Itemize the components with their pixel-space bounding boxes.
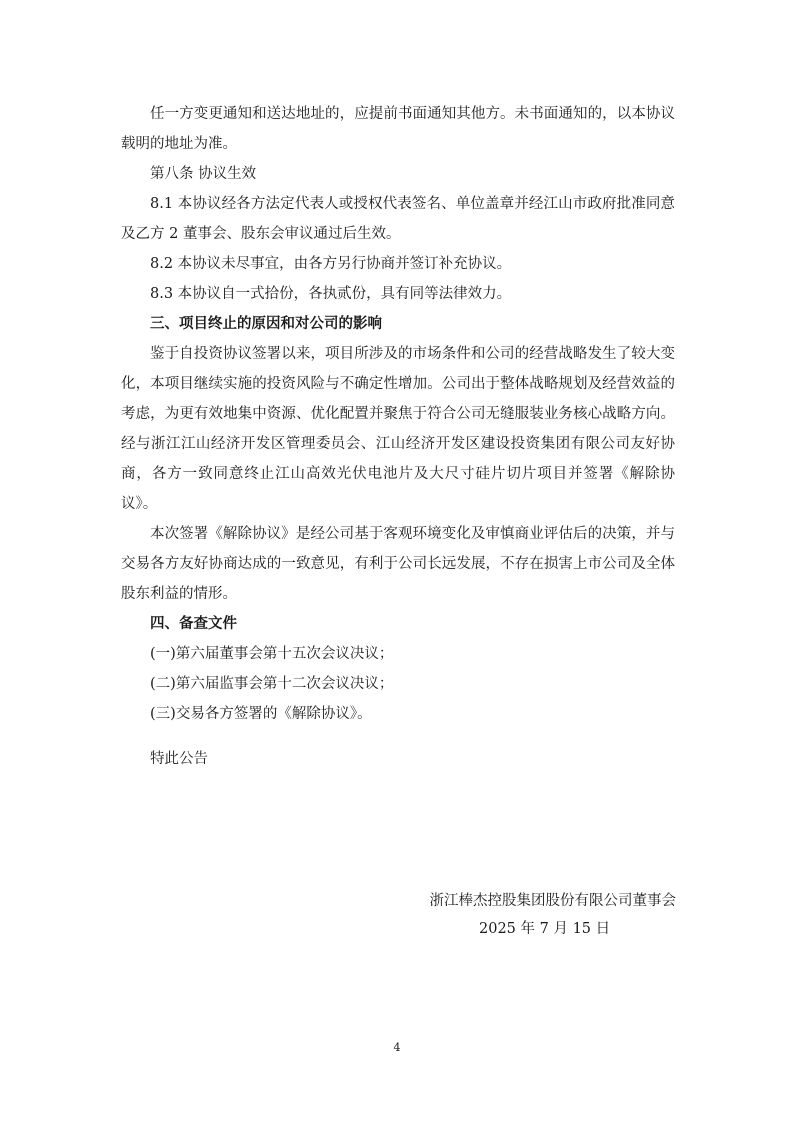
paragraph-notice-address: 任一方变更通知和送达地址的，应提前书面通知其他方。未书面通知的，以本协议载明的地址为准。 <box>121 106 675 152</box>
article-8-title: 第八条 协议生效 <box>150 166 257 182</box>
section-3-heading: 三、项目终止的原因和对公司的影响 <box>150 315 382 332</box>
reference-document-1: (一)第六届董事会第十五次会议决议； <box>150 646 394 662</box>
signature-date: 2025 年 7 月 15 日 <box>479 921 611 937</box>
paragraph-termination-reason: 鉴于自投资协议签署以来，项目所涉及的市场条件和公司的经营战略发生了较大变化，本项目继续实施的投资风险与不确定性增加。公司出于整体战略规划及经营效益的考虑，为更有效地集中资源、优化配置并聚焦于符合公司无缝服装业务核心战略方向。经与浙江江山经济开发区管理委员会、江山经济开发区建设投资集团有限公司友好协商，各方一致同意终止江山高效光伏电池片及大尺寸硅片切片项目并签署《解除协议》。 <box>121 346 675 512</box>
reference-document-2: (二)第六届监事会第十二次会议决议； <box>150 676 394 692</box>
closing-announcement: 特此公告 <box>150 751 208 767</box>
signature-block <box>394 887 676 943</box>
page-number: 4 <box>393 1041 401 1054</box>
clause-8-3: 8.3 本协议自一式拾份，各执贰份，具有同等法律效力。 <box>150 286 512 302</box>
reference-document-3: (三)交易各方签署的《解除协议》。 <box>150 706 372 722</box>
clause-8-1: 8.1 本协议经各方法定代表人或授权代表签名、单位盖章并经江山市政府批准同意及乙方 2 董事会、股东会审议通过后生效。 <box>121 196 675 242</box>
paragraph-termination-impact: 本次签署《解除协议》是经公司基于客观环境变化及审慎商业评估后的决策，并与交易各方友好协商达成的一致意见，有利于公司长远发展，不存在损害上市公司及全体股东利益的情形。 <box>121 526 675 602</box>
clause-8-2: 8.2 本协议未尽事宜，由各方另行协商并签订补充协议。 <box>150 256 512 272</box>
section-4-heading: 四、备查文件 <box>150 615 237 632</box>
signature-company: 浙江棒杰控股集团股份有限公司董事会 <box>429 893 676 909</box>
document-body <box>121 99 675 774</box>
